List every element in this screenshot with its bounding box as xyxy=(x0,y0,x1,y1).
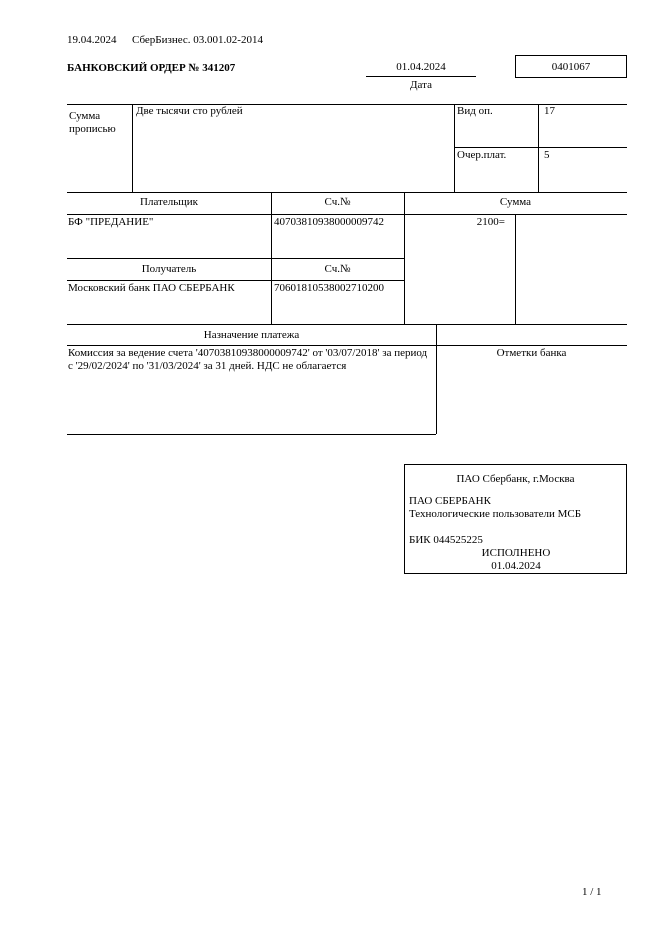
purpose-header-rule xyxy=(67,345,627,346)
order-number: 341207 xyxy=(202,62,236,74)
recipient-account-header: Сч.№ xyxy=(324,263,351,275)
sum-left-divider xyxy=(404,192,405,324)
priority-value: 5 xyxy=(544,149,550,161)
payer-name: БФ "ПРЕДАНИЕ" xyxy=(68,216,154,228)
sum-value: 2100= xyxy=(476,216,505,228)
payer-account-header: Сч.№ xyxy=(324,196,351,208)
sum-header: Сумма xyxy=(499,196,532,208)
purpose-text: Комиссия за ведение счета '40703810938000009742' от '03/07/2018' за период с '29/02/2024' по '31/03/2024' за 31 дней. НДС не облагается xyxy=(68,347,428,373)
amount-right-divider xyxy=(454,104,455,192)
recipient-header: Получатель xyxy=(141,263,197,275)
recipient-account: 70601810538002710200 xyxy=(274,282,384,294)
stamp-bik: БИК 044525225 xyxy=(409,534,483,546)
stamp-users: Технологические пользователи МСБ xyxy=(409,508,582,520)
payer-header: Плательщик xyxy=(140,196,198,208)
form-code-box xyxy=(515,55,627,78)
stamp-bank-name: ПАО СБЕРБАНК xyxy=(409,495,491,507)
stamp-bank-city: ПАО Сбербанк, г.Москва xyxy=(456,473,575,485)
purpose-top-rule xyxy=(67,324,627,325)
purpose-label: Назначение платежа xyxy=(203,329,300,341)
amount-words-label: Сумма прописью xyxy=(69,110,116,136)
amount-label-divider xyxy=(132,104,133,192)
amount-words-value: Две тысячи сто рублей xyxy=(136,105,243,117)
table-top-rule xyxy=(67,192,627,193)
recipient-header-rule xyxy=(67,280,404,281)
recipient-top-rule xyxy=(67,258,404,259)
bank-marks-label: Отметки банка xyxy=(496,347,567,359)
operation-type-label: Вид оп. xyxy=(457,105,493,117)
order-title-label: БАНКОВСКИЙ ОРДЕР № xyxy=(67,62,200,74)
operation-divider xyxy=(538,104,539,192)
date-underline xyxy=(366,76,476,77)
priority-label: Очер.плат. xyxy=(457,149,507,161)
operation-type-value: 17 xyxy=(544,105,555,117)
system-version: СберБизнес. 03.001.02-2014 xyxy=(132,34,263,46)
stamp-date: 01.04.2024 xyxy=(491,560,541,572)
purpose-bottom-rule xyxy=(67,434,436,435)
purpose-right-divider xyxy=(436,324,437,434)
bank-stamp xyxy=(404,464,627,574)
order-date: 01.04.2024 xyxy=(396,61,446,73)
recipient-name: Московский банк ПАО СБЕРБАНК xyxy=(68,282,235,294)
payer-account: 40703810938000009742 xyxy=(274,216,384,228)
print-date: 19.04.2024 xyxy=(67,34,117,46)
operation-rule xyxy=(454,147,627,148)
page-number: 1 / 1 xyxy=(582,886,602,898)
form-code: 0401067 xyxy=(551,61,591,73)
table-header-rule xyxy=(67,214,627,215)
order-title xyxy=(67,62,235,75)
sum-right-divider xyxy=(515,214,516,324)
date-label: Дата xyxy=(410,79,432,91)
stamp-status: ИСПОЛНЕНО xyxy=(481,547,551,559)
